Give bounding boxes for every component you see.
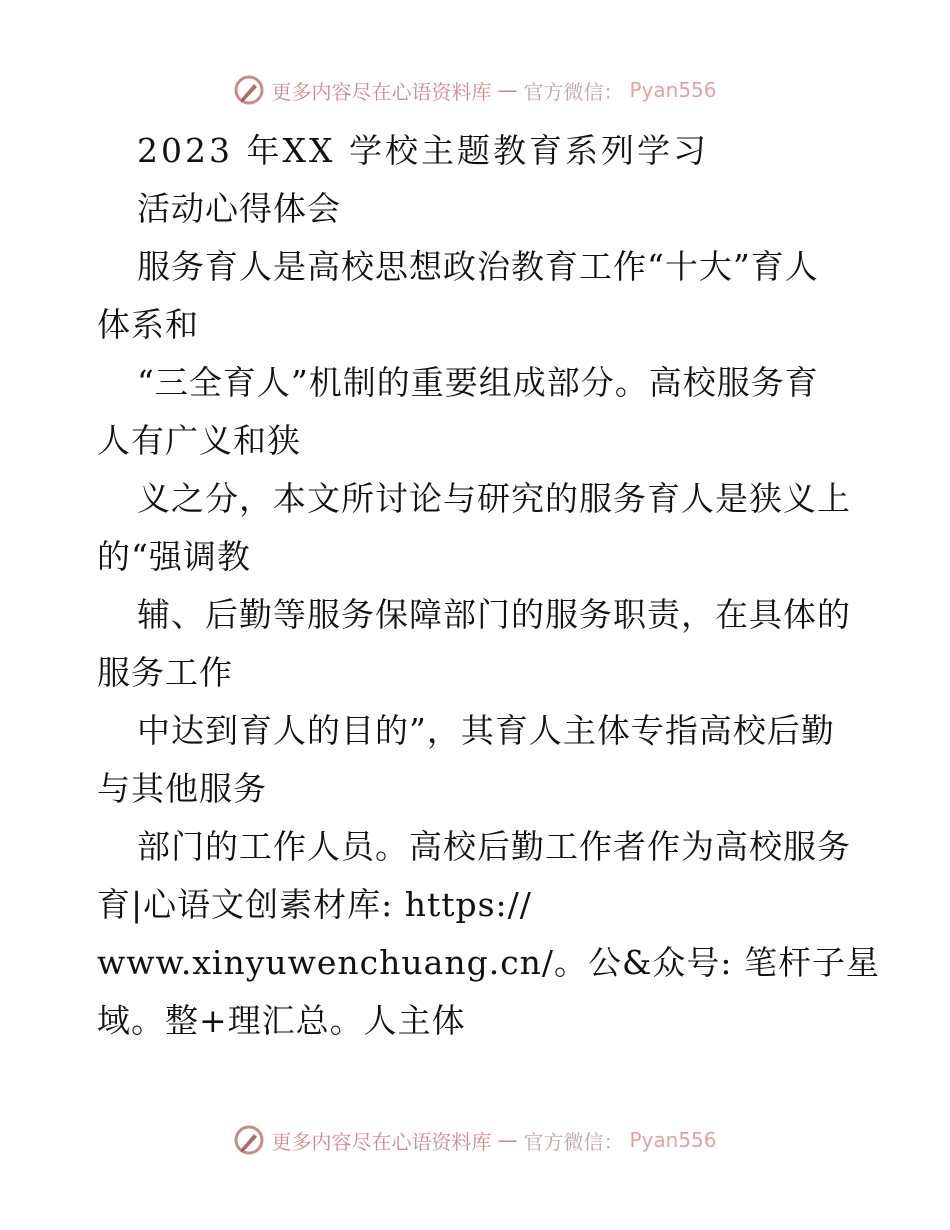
text-line: 部门的工作人员。高校后勤工作者作为高校服务	[137, 827, 851, 866]
watermark-wechat-id: Pyan556	[629, 78, 717, 102]
text-line: 育|心语文创素材库: https://	[97, 885, 532, 924]
text-line: 的“强调教	[97, 537, 251, 576]
title-line-1: 2023 年XX 学校主题教育系列学习	[137, 131, 709, 170]
text-line: 服务育人是高校思想政治教育工作“十大”育人	[137, 247, 819, 286]
text-line: 服务工作	[97, 653, 233, 692]
pen-logo-icon	[233, 1124, 265, 1156]
text-line: 人有广义和狭	[97, 421, 301, 460]
watermark-wechat-label: 官方微信：	[523, 1129, 624, 1154]
watermark-text: 更多内容尽在心语资料库	[271, 79, 492, 104]
text-line: www.xinyuwenchuang.cn/。公&众号: 笔杆子星	[97, 943, 881, 982]
text-line: 辅、后勤等服务保障部门的服务职责，在具体的	[137, 595, 851, 634]
text-line: 与其他服务	[97, 769, 267, 808]
text-line: 中达到育人的目的”，其育人主体专指高校后勤	[137, 711, 835, 750]
footer-watermark	[0, 1124, 950, 1156]
watermark-wechat-label: 官方微信：	[523, 79, 624, 104]
text-line: “三全育人”机制的重要组成部分。高校服务育	[137, 363, 819, 402]
watermark-wechat-id: Pyan556	[629, 1128, 717, 1152]
pen-logo-icon	[233, 74, 265, 106]
watermark-text: 更多内容尽在心语资料库	[271, 1129, 492, 1154]
watermark-separator: —	[497, 1128, 518, 1152]
header-watermark	[0, 74, 950, 106]
text-line: 体系和	[97, 305, 199, 344]
document-body	[97, 122, 881, 1050]
watermark-separator: —	[497, 78, 518, 102]
title-line-2: 活动心得体会	[137, 189, 341, 228]
text-line: 域。整+理汇总。人主体	[97, 1001, 466, 1040]
text-line: 义之分，本文所讨论与研究的服务育人是狭义上	[137, 479, 851, 518]
